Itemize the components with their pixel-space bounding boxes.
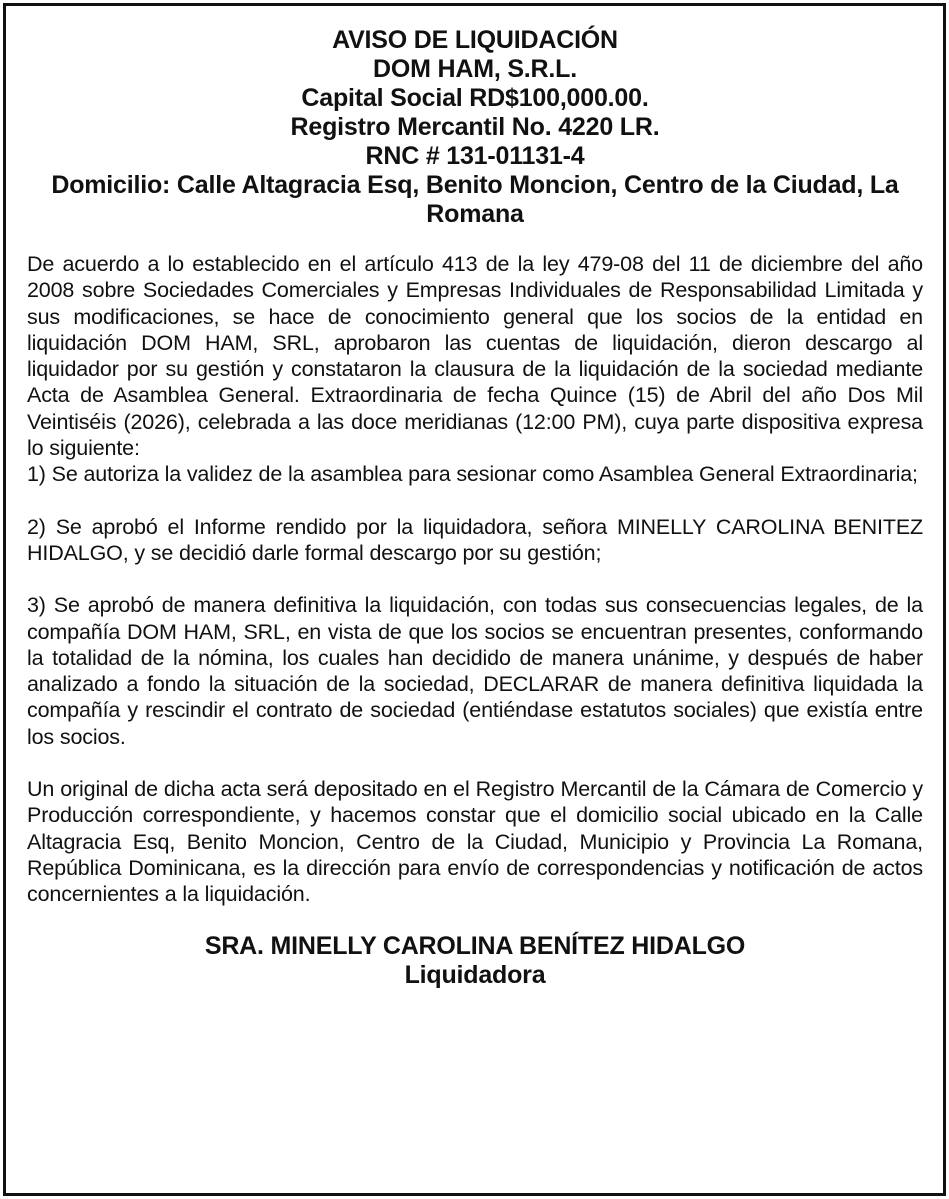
paragraph-gap [27,566,923,592]
notice-body [27,251,923,908]
paragraph-gap [27,750,923,776]
resolution-item-2: 2) Se aprobó el Informe rendido por la liquidadora, señora MINELLY CAROLINA BENITEZ HIDALGO, y se decidió darle formal descargo por su gestión; [27,514,923,565]
signature-block [27,932,923,990]
paragraph-gap [27,488,923,514]
capital-social: Capital Social RD$100,000.00. [301,84,649,112]
notice-border [3,3,946,1196]
notice-header [27,26,923,229]
domicile: Domicilio: Calle Altagracia Esq, Benito Moncion, Centro de la Ciudad, La Romana [51,171,899,228]
registro-mercantil: Registro Mercantil No. 4220 LR. [290,113,660,141]
resolution-item-1: 1) Se autoriza la validez de la asamblea para sesionar como Asamblea General Extraordinaria; [27,462,918,487]
company-name: DOM HAM, S.R.L. [373,55,577,83]
notice-content [27,26,923,990]
signatory-name: SRA. MINELLY CAROLINA BENÍTEZ HIDALGO [204,931,746,960]
closing-paragraph: Un original de dicha acta será depositado en el Registro Mercantil de la Cámara de Comercio y Producción correspondiente, y hacemos constar que el domicilio social ubicado en la Calle Altagracia Esq, Benito Moncion, Centro de la Ciudad, Municipio y Provincia La Romana, República Dominicana, es la dirección para envío de correspondencias y notificación de actos concernientes a la liquidación. [27,777,923,907]
notice-title: AVISO DE LIQUIDACIÓN [332,26,618,54]
resolution-item-3: 3) Se aprobó de manera definitiva la liquidación, con todas sus consecuencias legales, de la compañía DOM HAM, SRL, en vista de que los socios se encuentran presentes, conformando la totalidad de la nómina, los cuales han decidido de manera unánime, y después de haber analizado a fondo la situación de la sociedad, DECLARAR de manera definitiva liquidada la compañía y rescindir el contrato de sociedad (entiéndase estatutos sociales) que existía entre los socios. [27,593,923,749]
rnc-number: RNC # 131-01131-4 [365,142,585,170]
signatory-role: Liquidadora [404,960,546,989]
intro-paragraph: De acuerdo a lo establecido en el artículo 413 de la ley 479-08 del 11 de diciembre del año 2008 sobre Sociedades Comerciales y Empresas Individuales de Responsabilidad Limitada y sus modificaciones, se hace de conocimiento general que los socios de la entidad en liquidación DOM HAM, SRL, aprobaron las cuentas de liquidación, dieron descargo al liquidador por su gestión y constataron la clausura de la liquidación de la sociedad mediante Acta de Asamblea General. Extraordinaria de fecha Quince (15) de Abril del año Dos Mil Veintiséis (2026), celebrada a las doce meridianas (12:00 PM), cuya parte dispositiva expresa lo siguiente: [27,252,923,461]
